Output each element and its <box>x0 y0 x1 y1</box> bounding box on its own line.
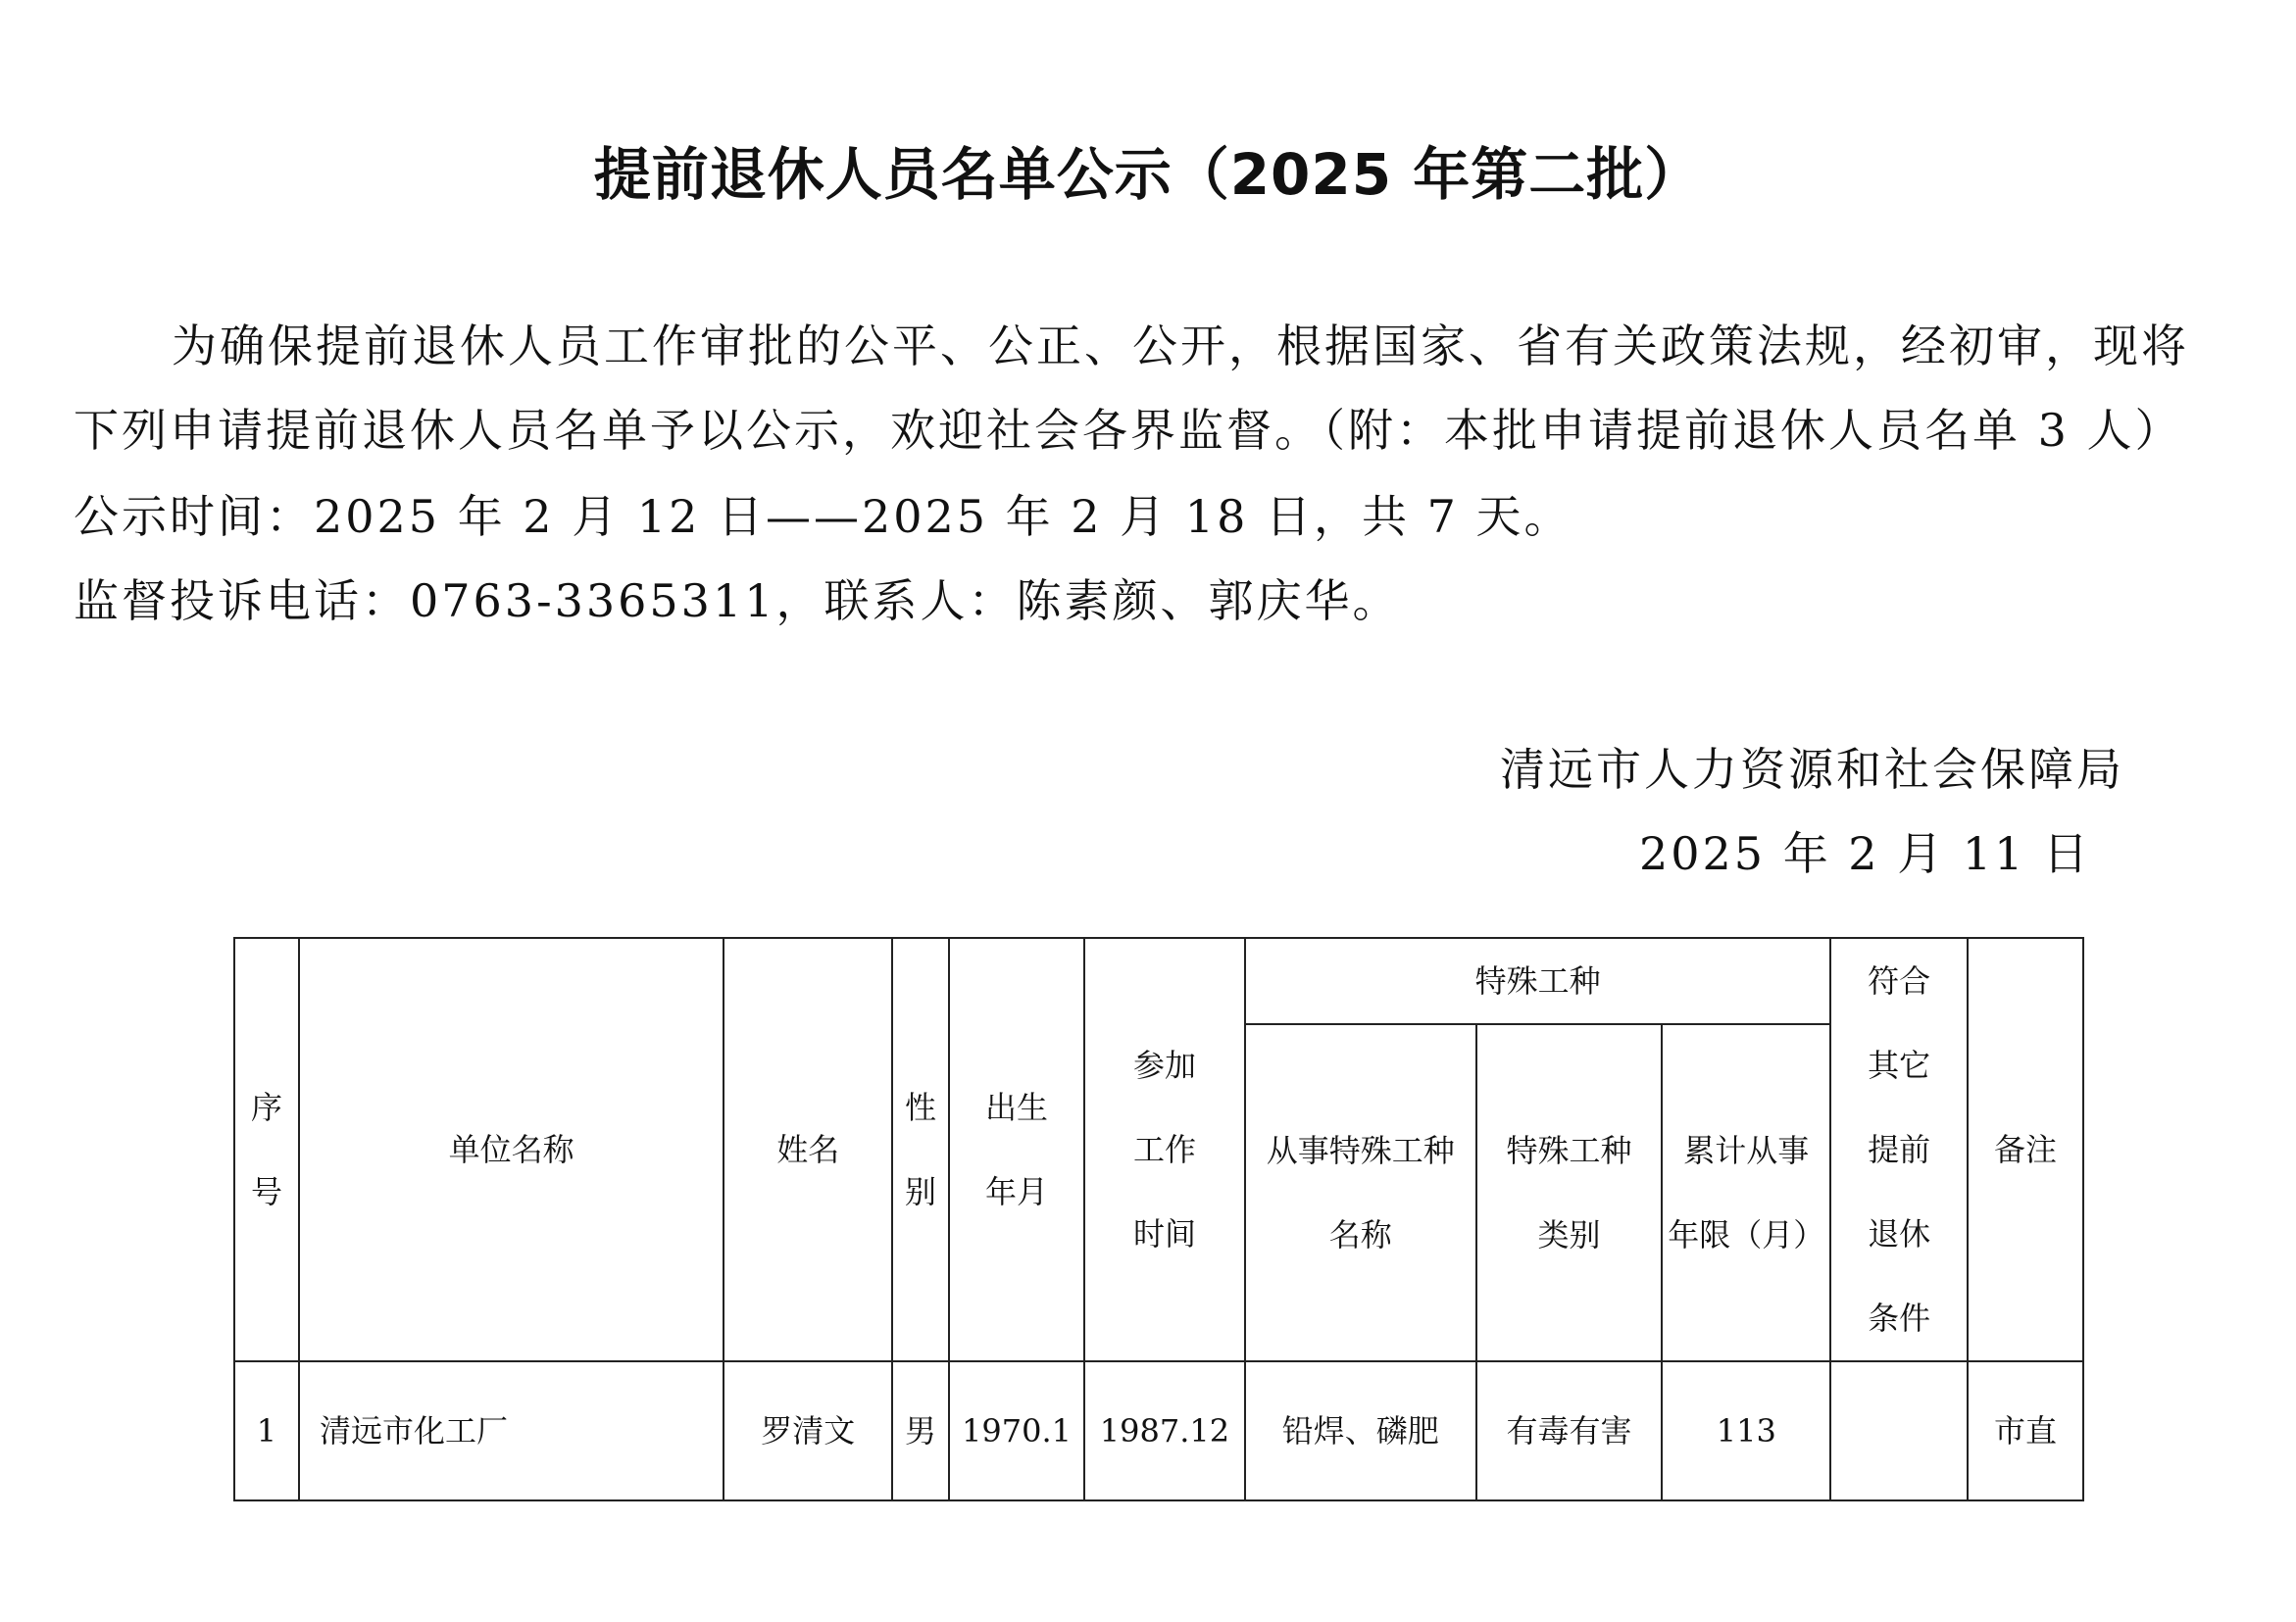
cell-birth: 1970.1 <box>949 1361 1084 1500</box>
header-special-category: 特殊工种 类别 <box>1476 1024 1663 1361</box>
header-gender: 性 别 <box>892 938 949 1361</box>
header-special-months: 累计从事 年限（月） <box>1662 1024 1830 1361</box>
notice-period: 公示时间：2025 年 2 月 12 日——2025 年 2 月 18 日，共 7 天。 <box>74 490 1572 543</box>
header-special-name: 从事特殊工种 名称 <box>1245 1024 1476 1361</box>
cell-unit: 清远市化工厂 <box>299 1361 724 1500</box>
cell-gender: 男 <box>892 1361 949 1500</box>
header-remark: 备注 <box>1968 938 2083 1361</box>
header-unit: 单位名称 <box>299 938 724 1361</box>
intro-paragraph <box>74 304 2250 472</box>
cell-work-start: 1987.12 <box>1084 1361 1245 1500</box>
header-other-conditions: 符合 其它 提前 退休 条件 <box>1830 938 1968 1361</box>
intro-line-1: 为确保提前退休人员工作审批的公平、公正、公开，根据国家、省有关政策法规，经初审，现将 <box>172 319 2189 372</box>
page-title: 提前退休人员名单公示（2025 年第二批） <box>593 141 1703 208</box>
contact-info: 监督投诉电话：0763-3365311，联系人：陈素颜、郭庆华。 <box>74 574 1401 627</box>
cell-name: 罗清文 <box>724 1361 892 1500</box>
table-row <box>234 1361 2083 1500</box>
cell-special-category: 有毒有害 <box>1476 1361 1663 1500</box>
cell-remark: 市直 <box>1968 1361 2083 1500</box>
cell-special-months: 113 <box>1662 1361 1830 1500</box>
retirement-list-table <box>233 937 2084 1501</box>
header-work-start: 参加 工作 时间 <box>1084 938 1245 1361</box>
header-birth: 出生 年月 <box>949 938 1084 1361</box>
table-header-row-1 <box>234 938 2083 1024</box>
cell-special-name: 铅焊、磷肥 <box>1245 1361 1476 1500</box>
header-seq: 序 号 <box>234 938 299 1361</box>
intro-line-2: 下列申请提前退休人员名单予以公示，欢迎社会各界监督。（附：本批申请提前退休人员名单 3 人） <box>74 404 2183 457</box>
cell-seq: 1 <box>234 1361 299 1500</box>
issuer-name: 清远市人力资源和社会保障局 <box>1500 743 2124 796</box>
cell-other-conditions <box>1830 1361 1968 1500</box>
header-special-group: 特殊工种 <box>1245 938 1830 1024</box>
issue-date: 2025 年 2 月 11 日 <box>1639 827 2091 880</box>
header-name: 姓名 <box>724 938 892 1361</box>
